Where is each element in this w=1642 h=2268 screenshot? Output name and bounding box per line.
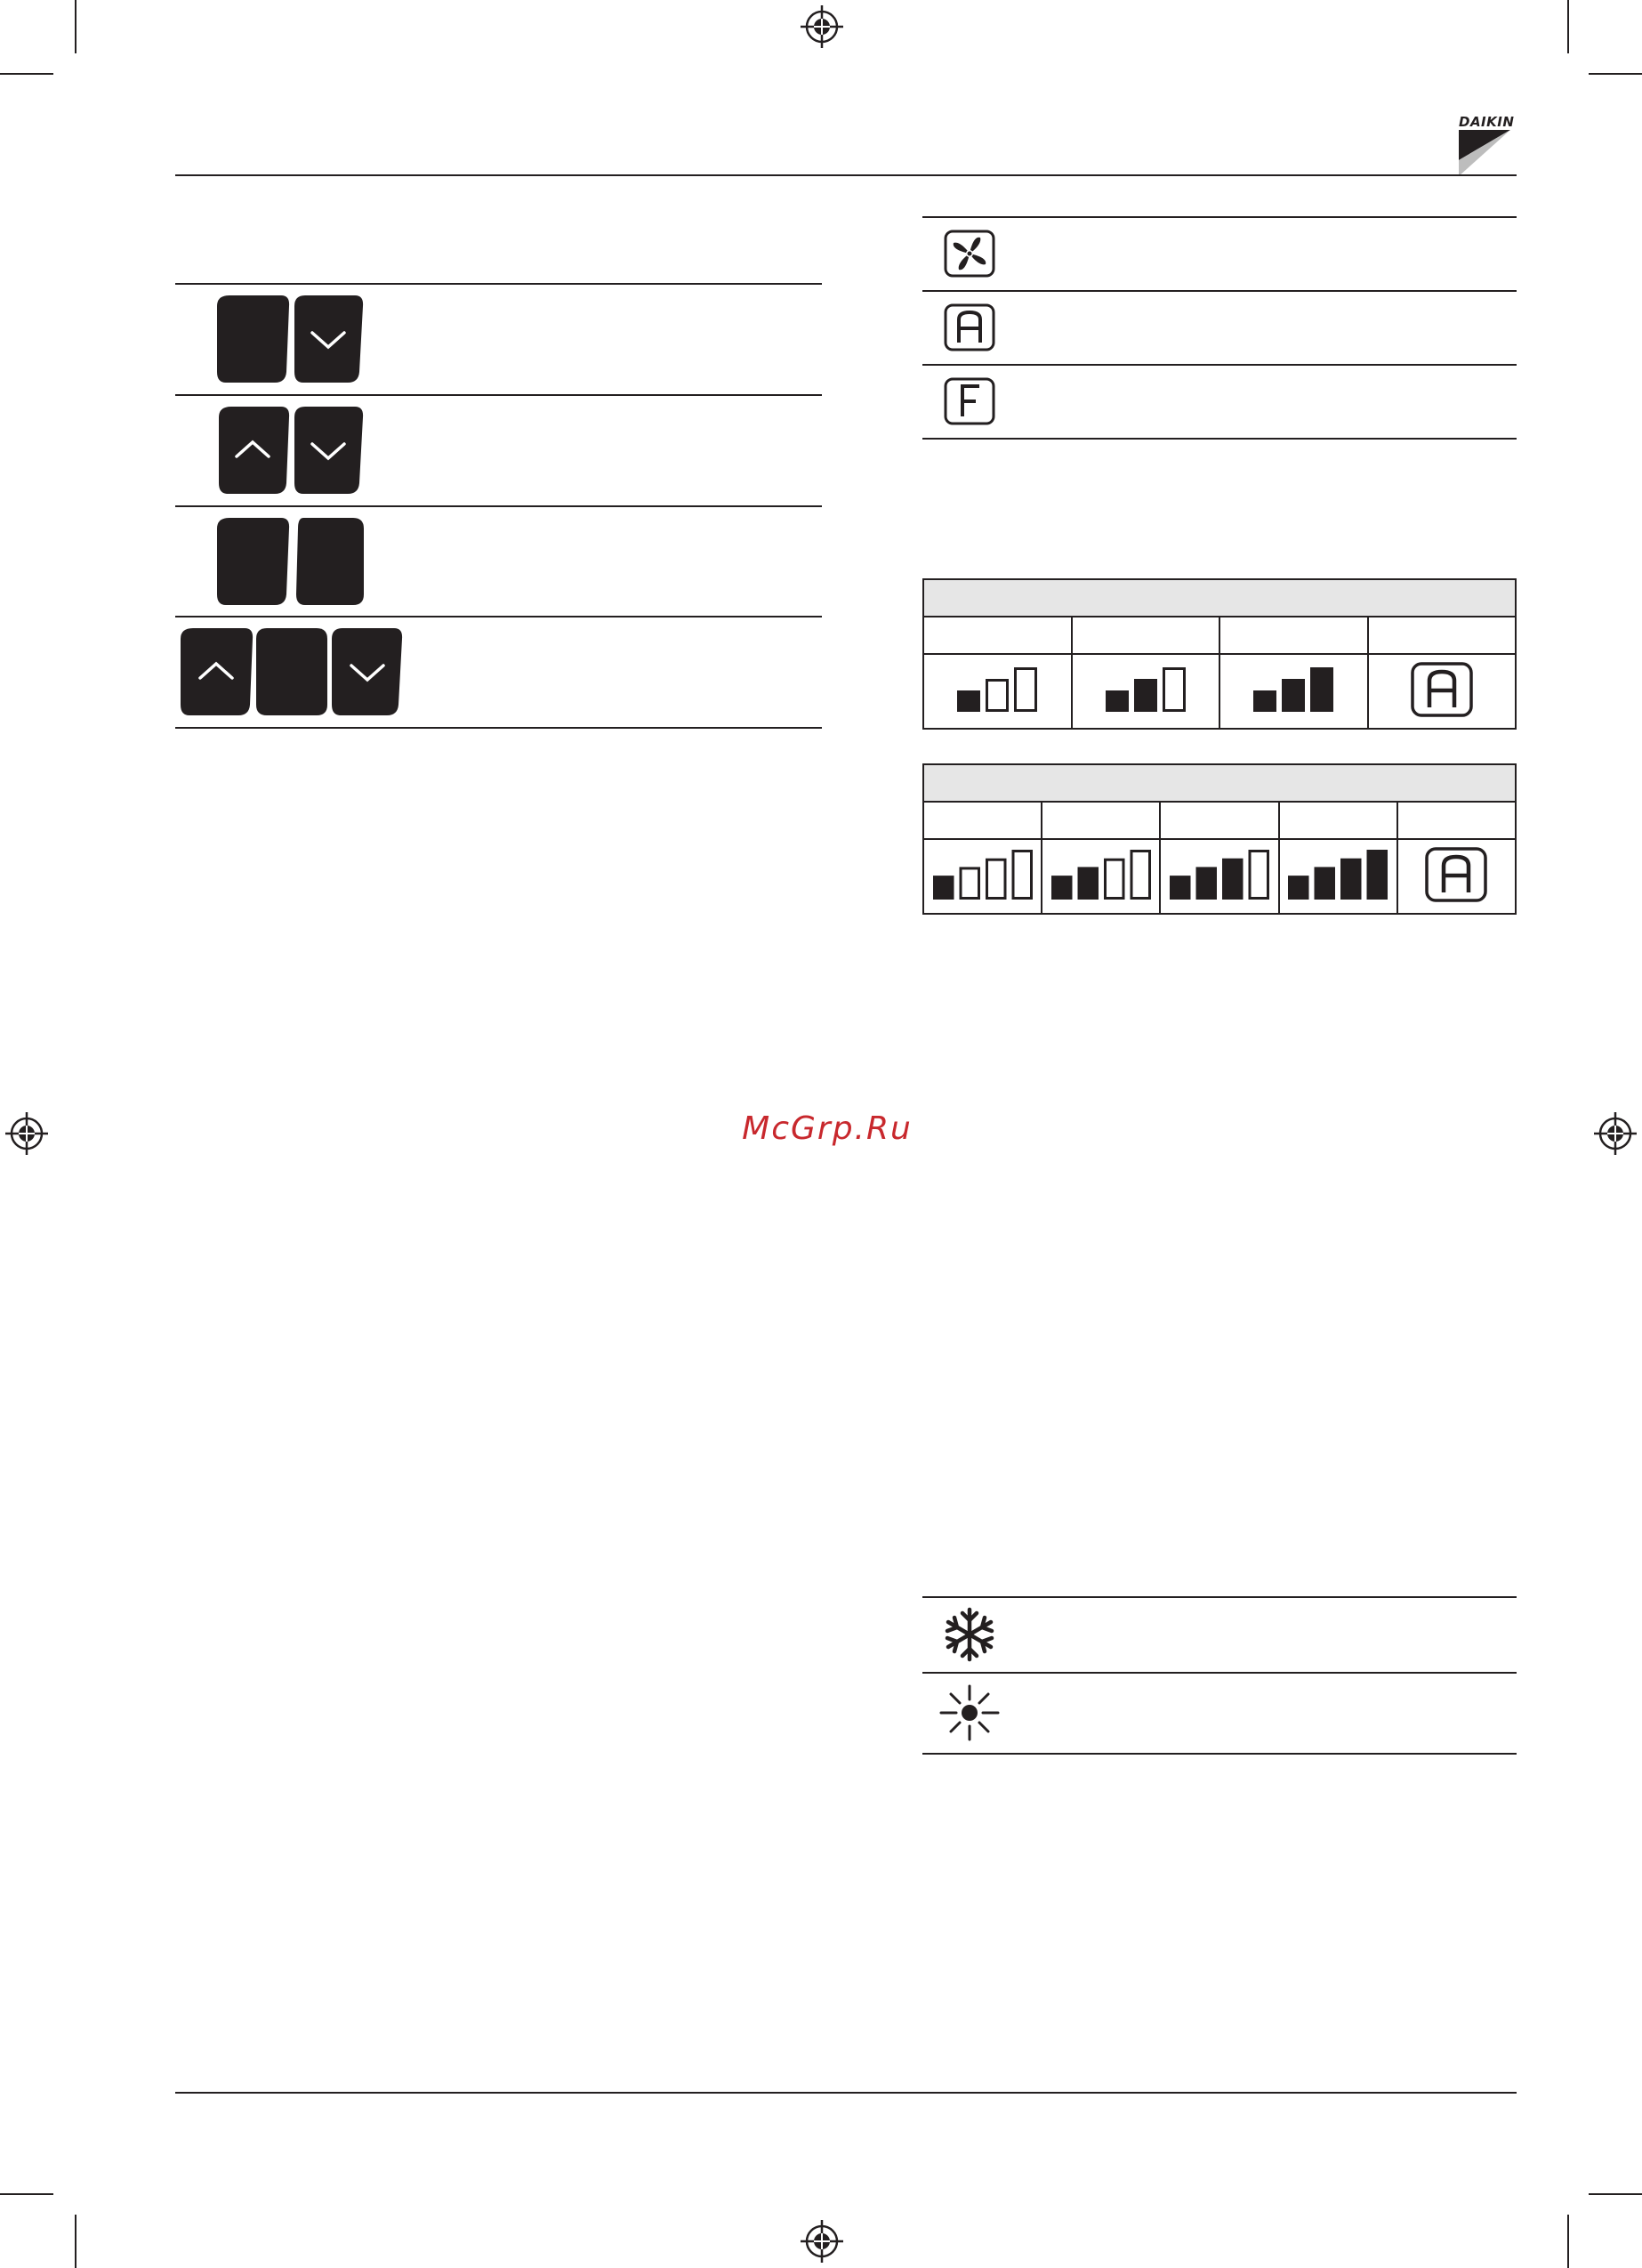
fan-speed-bars-icon [1051,850,1151,900]
auto-fan-icon [1410,661,1474,718]
table-cell [1072,617,1220,654]
speed-bar-filled [1342,860,1361,898]
speed-bar-filled [1135,681,1155,711]
crop-mark [1567,0,1569,53]
key-table-rule [175,727,822,729]
sun-heating-icon [939,1683,1000,1742]
speed-bar-empty [1250,852,1268,899]
fan-icon [944,230,995,278]
speed-bar-empty [961,868,979,899]
speed-bar-filled [1171,877,1189,899]
speed-bar-filled [1255,692,1276,711]
daikin-logo-icon [1459,130,1516,176]
fan-speed-bars-icon [1253,667,1333,712]
down-key-icon [294,407,364,494]
table-cell [1072,654,1220,729]
fan-speed-bars-icon [933,850,1033,900]
speed-bar-empty [1016,669,1036,711]
registration-mark-icon [5,1112,48,1155]
fan-speed-bars-icon [1170,850,1269,900]
table-header [923,764,1516,802]
fan-speed-bars-icon [957,667,1037,712]
fan-speed-table-5 [922,763,1517,915]
speed-bar-filled [934,877,953,899]
blank-key-icon [294,518,364,605]
speed-bar-filled [1284,681,1304,711]
key-table-rule [175,283,822,285]
registration-mark-icon [801,2220,843,2263]
table-cell [923,654,1072,729]
key-table-rule [175,394,822,396]
table-cell [1397,839,1516,914]
crop-mark [1589,73,1642,75]
speed-bar-empty [986,860,1005,898]
fan-speed-table-3 [922,578,1517,730]
key-table-rule [175,616,822,617]
down-key-icon [294,295,364,383]
speed-bar-filled [1223,860,1242,898]
operation-table-rule [922,1753,1517,1755]
filter-mode-icon [944,377,995,425]
key-table-rule [175,505,822,507]
up-key-icon [181,628,254,715]
table-cell [1160,802,1278,839]
brand-logo-text: DAIKIN [1459,114,1515,130]
table-cell [1219,617,1368,654]
footer-rule [175,2092,1517,2094]
crop-mark [1567,2215,1569,2268]
table-cell [923,839,1042,914]
table-cell [1397,802,1516,839]
speed-bar-filled [1197,868,1216,899]
speed-bar-filled [1052,877,1071,899]
down-key-icon [332,628,403,715]
speed-bar-filled [959,692,979,711]
watermark-text: McGrp.Ru [742,1110,913,1147]
table-cell [1368,617,1517,654]
table-cell [923,617,1072,654]
table-cell [1279,839,1397,914]
crop-mark [75,0,76,53]
table-cell [923,802,1042,839]
speed-bar-empty [987,681,1008,711]
mode-table-rule [922,290,1517,292]
operation-table-rule [922,1672,1517,1674]
blank-key-icon [217,295,290,383]
speed-bar-filled [1290,877,1308,899]
table-cell [1279,802,1397,839]
header-rule [175,174,1517,176]
blank-key-icon [256,628,327,715]
snowflake-cooling-icon [939,1605,1000,1664]
up-key-icon [219,407,290,494]
auto-fan-icon [1424,846,1488,903]
table-header [923,579,1516,617]
crop-mark [75,2215,76,2268]
table-cell [1042,839,1160,914]
registration-mark-icon [801,5,843,48]
table-cell [1219,654,1368,729]
table-cell [1042,802,1160,839]
mode-table-rule [922,216,1517,218]
fan-speed-bars-icon [1106,667,1186,712]
speed-bar-filled [1079,868,1098,899]
speed-bar-filled [1107,692,1127,711]
speed-bar-empty [1131,852,1150,899]
speed-bar-empty [1163,669,1184,711]
blank-key-icon [217,518,290,605]
speed-bar-empty [1013,852,1032,899]
operation-table-rule [922,1596,1517,1598]
fan-speed-bars-icon [1288,850,1388,900]
table-cell [1368,654,1517,729]
speed-bar-filled [1368,852,1387,899]
mode-table-rule [922,438,1517,440]
registration-mark-icon [1594,1112,1637,1155]
crop-mark [0,73,53,75]
crop-mark [1589,2193,1642,2195]
auto-mode-icon [944,303,995,351]
mode-table-rule [922,364,1517,366]
crop-mark [0,2193,53,2195]
table-cell [1160,839,1278,914]
speed-bar-filled [1312,669,1332,711]
speed-bar-filled [1316,868,1334,899]
speed-bar-empty [1105,860,1123,898]
